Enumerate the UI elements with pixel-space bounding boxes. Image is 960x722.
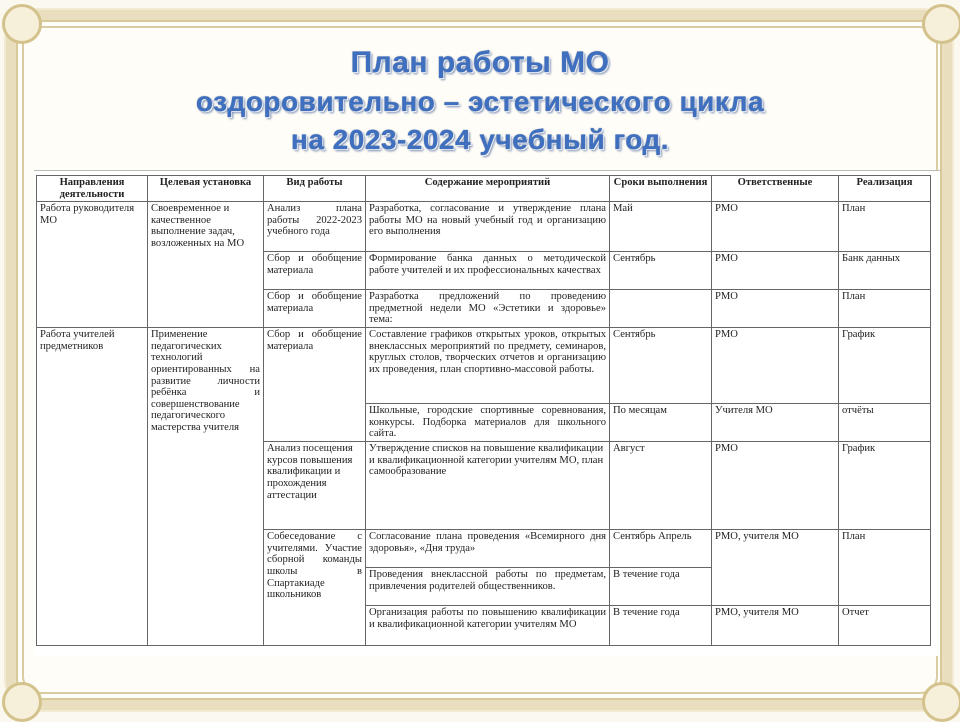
term-cell (610, 290, 712, 328)
work-type-cell: Сбор и обобщение материала (264, 290, 366, 328)
responsible-cell: РМО (712, 290, 839, 328)
header-cell: Целевая установка (148, 176, 264, 202)
content-cell: Организация работы по повышению квалификации и квалификационной категории учителям МО (366, 606, 610, 646)
document-sheet (34, 170, 940, 656)
content-cell: Составление графиков открытых уроков, открытых внеклассных мероприятий по предмету, семинаров, круглых столов, творческих отчетов и организацию их проведения, план спортивно-массовой работы. (366, 328, 610, 404)
work-type-cell: Сбор и обобщение материала (264, 252, 366, 290)
content-cell: Утверждение списков на повышение квалификации и квалификационной категории учителям МО, план самообразование (366, 442, 610, 530)
work-plan-table (36, 175, 931, 646)
work-type-cell: Анализ посещения курсов повышения квалификации и прохождения аттестации (264, 442, 366, 530)
content-cell: Школьные, городские спортивные соревнования, конкурсы. Подборка материалов для школьного сайта. (366, 404, 610, 442)
term-cell: В течение года (610, 568, 712, 606)
goal-cell: Своевременное и качественное выполнение задач, возложенных на МО (148, 202, 264, 328)
term-cell: Сентябрь Апрель (610, 530, 712, 568)
frame-corner-ornament (2, 682, 42, 722)
responsible-cell: РМО (712, 202, 839, 252)
responsible-cell: РМО, учителя МО (712, 606, 839, 646)
work-type-cell: Собеседование с учителями. Участие сборной команды школы в Спартакиаде школьников (264, 530, 366, 646)
implementation-cell: План (839, 202, 931, 252)
implementation-cell: План (839, 290, 931, 328)
term-cell: По месяцам (610, 404, 712, 442)
content-cell: Разработка предложений по проведению предметной недели МО «Эстетики и здоровье» тема: (366, 290, 610, 328)
term-cell: Сентябрь (610, 328, 712, 404)
content-cell: Проведения внеклассной работы по предметам, привлечения родителей общественников. (366, 568, 610, 606)
implementation-cell: отчёты (839, 404, 931, 442)
responsible-cell: РМО (712, 252, 839, 290)
work-type-cell: Сбор и обобщение материала (264, 328, 366, 442)
header-cell: Направления деятельности (37, 176, 148, 202)
direction-cell: Работа учителей предметников (37, 328, 148, 646)
header-cell: Сроки выполнения (610, 176, 712, 202)
implementation-cell: График (839, 442, 931, 530)
direction-cell: Работа руководителя МО (37, 202, 148, 328)
content-cell: Согласование плана проведения «Всемирного дня здоровья», «Дня труда» (366, 530, 610, 568)
implementation-cell: Отчет (839, 606, 931, 646)
header-cell: Реализация (839, 176, 931, 202)
goal-cell: Применение педагогических технологий ориентированных на развитие личности ребёнка и совершенствование педагогического мастерства учителя (148, 328, 264, 646)
title-line-2: оздоровительно – эстетического цикла (195, 86, 765, 117)
frame-corner-ornament (922, 4, 960, 44)
table-row (37, 328, 931, 404)
responsible-cell: Учителя МО (712, 404, 839, 442)
responsible-cell: РМО, учителя МО (712, 530, 839, 606)
term-cell: Май (610, 202, 712, 252)
frame-corner-ornament (922, 682, 960, 722)
title-line-3: на 2023-2024 учебный год. (290, 124, 670, 155)
header-cell: Вид работы (264, 176, 366, 202)
term-cell: В течение года (610, 606, 712, 646)
frame-corner-ornament (2, 4, 42, 44)
work-type-cell: Анализ плана работы 2022-2023 учебного года (264, 202, 366, 252)
table-header-row (37, 176, 931, 202)
term-cell: Сентябрь (610, 252, 712, 290)
header-cell: Содержание мероприятий (366, 176, 610, 202)
implementation-cell: Банк данных (839, 252, 931, 290)
responsible-cell: РМО (712, 328, 839, 404)
title-line-1: План работы МО (350, 46, 610, 79)
implementation-cell: План (839, 530, 931, 606)
responsible-cell: РМО (712, 442, 839, 530)
content-cell: Формирование банка данных о методической работе учителей и их профессиональных качествах (366, 252, 610, 290)
content-cell: Разработка, согласование и утверждение плана работы МО на новый учебный год и организацию его выполнения (366, 202, 610, 252)
implementation-cell: График (839, 328, 931, 404)
term-cell: Август (610, 442, 712, 530)
table-row (37, 202, 931, 252)
header-cell: Ответственные (712, 176, 839, 202)
